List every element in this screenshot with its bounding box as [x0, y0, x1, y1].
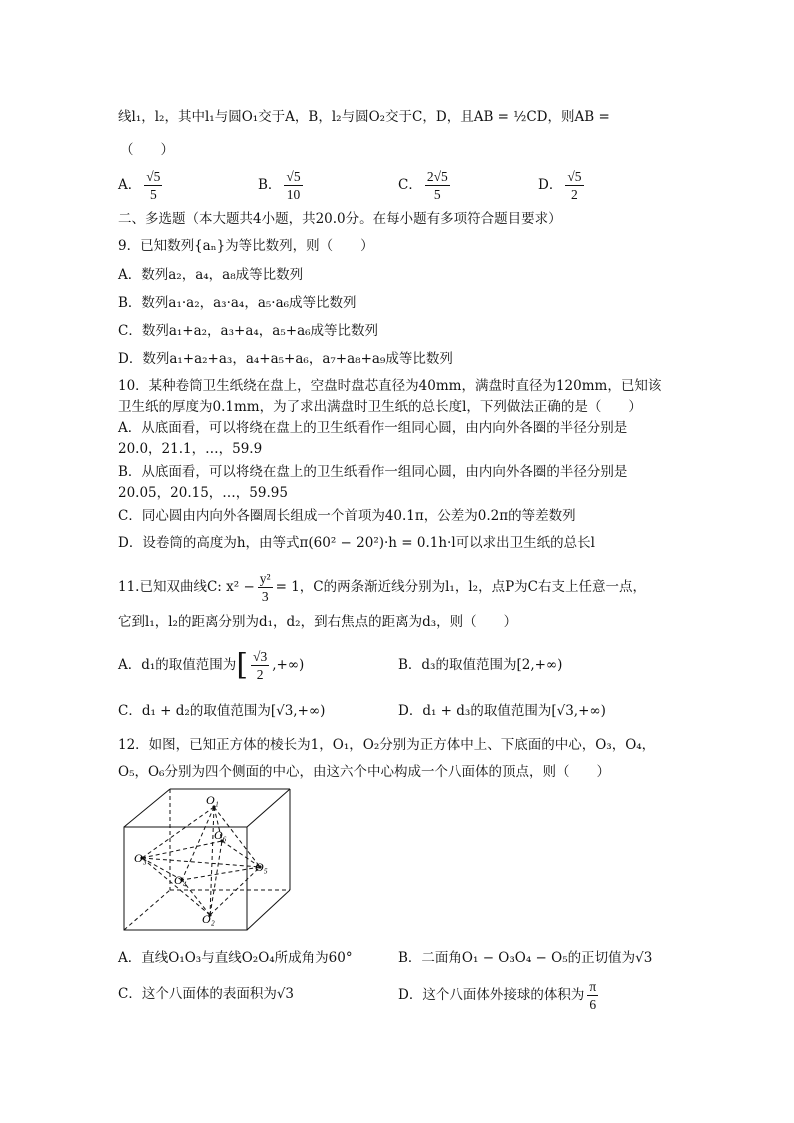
- fraction: $\frac{2√5}{5}$: [426, 169, 448, 202]
- fraction: $\frac{√5}{2}$: [567, 169, 582, 202]
- q10-option-b-line1[interactable]: B．从底面看，可以将绕在盘上的卫生纸看作一组同心圆，由内向外各圈的半径分别是: [118, 464, 628, 480]
- q10-option-a-line2: 20.0，21.1，…，59.9: [118, 441, 263, 457]
- q12-stem-line2: O₅，O₆分别为四个侧面的中心，由这六个中心构成一个八面体的顶点，则（ ）: [118, 764, 610, 780]
- section-heading-multiple-choice: 二、多选题（本大题共4小题，共20.0分。在每小题有多项符合题目要求）: [118, 211, 562, 227]
- q11-stem-line2: 它到l₁，l₂的距离分别为d₁，d₂，到右焦点的距离为d₃，则（ ）: [118, 614, 518, 630]
- q8-stem-line: 线l₁，l₂，其中l₁与圆O₁交于A，B，l₂与圆O₂交于C，D，且AB = ½CD，则AB =: [118, 109, 610, 125]
- cube-octahedron-figure: [118, 785, 303, 935]
- q10-option-b-line2: 20.05，20.15，…，59.95: [118, 485, 288, 501]
- fraction: $\frac{√5}{10}$: [286, 169, 301, 202]
- q12-option-d[interactable]: D．这个八面体外接球的体积为 $\frac{\pi}{6}$: [398, 979, 597, 1012]
- q12-option-a[interactable]: A．直线O₁O₃与直线O₂O₄所成角为60°: [118, 950, 353, 966]
- q11-option-b[interactable]: B．d₃的取值范围为[2,+∞): [398, 657, 563, 673]
- q9-stem: 9．已知数列{aₙ}为等比数列，则（ ）: [118, 238, 374, 254]
- q11-option-a[interactable]: A．d₁的取值范围为[ $\frac{√3}{2}$ ,+∞): [118, 647, 305, 683]
- q12-option-c[interactable]: C．这个八面体的表面积为√3: [118, 986, 295, 1002]
- q9-option-c[interactable]: C．数列a₁+a₂，a₃+a₄，a₅+a₆成等比数列: [118, 323, 379, 339]
- q8-option-d[interactable]: D． $\frac{√5}{2}$: [538, 169, 582, 202]
- q8-paren: （ ）: [120, 142, 174, 158]
- fraction: $\frac{\text{y²}}{3}$: [259, 571, 271, 604]
- q8-option-a[interactable]: A． $\frac{√5}{5}$: [118, 169, 161, 202]
- q12-stem-line1: 12．如图，已知正方体的棱长为1，O₁，O₂分别为正方体中上、下底面的中心，O₃，O₄，: [118, 737, 656, 753]
- q11-option-c[interactable]: C．d₁ + d₂的取值范围为[√3,+∞): [118, 703, 326, 719]
- fraction: $\frac{\pi}{6}$: [589, 979, 597, 1012]
- q8-option-b[interactable]: B． $\frac{√5}{10}$: [258, 169, 301, 202]
- q8-option-c[interactable]: C． $\frac{2√5}{5}$: [398, 169, 448, 202]
- q10-stem-line2: 卫生纸的厚度为0.1mm，为了求出满盘时卫生纸的总长度l，下列做法正确的是（ ）: [118, 399, 642, 415]
- label-o2: O₂: [202, 912, 215, 926]
- q11-option-d[interactable]: D．d₁ + d₃的取值范围为[√3,+∞): [398, 703, 606, 719]
- q10-stem-line1: 10．某种卷筒卫生纸绕在盘上，空盘时盘芯直径为40mm，满盘时直径为120mm，已知该: [118, 378, 662, 394]
- q11-stem-line1: 11.已知双曲线C: x² − $\frac{\text{y²}}{3}$ = 1，C的两条渐近线分别为l₁，l₂，点P为C右支上任意一点，: [118, 571, 646, 604]
- fraction: $\frac{√3}{2}$: [253, 649, 268, 682]
- fraction: $\frac{√5}{5}$: [146, 169, 161, 202]
- label-o5: O₅: [255, 860, 268, 874]
- label-o4: O₄: [174, 873, 187, 887]
- label-o3: O₃: [134, 851, 147, 865]
- octahedron-edges: [142, 807, 260, 915]
- label-o6: O₆: [214, 828, 227, 842]
- q9-option-b[interactable]: B．数列a₁·a₂，a₃·a₄，a₅·a₆成等比数列: [118, 295, 357, 311]
- q10-option-d[interactable]: D．设卷筒的高度为h，由等式π(60² − 20²)·h = 0.1h·l可以求出卫生纸的总长l: [118, 535, 595, 551]
- q10-option-c[interactable]: C．同心圆由内向外各圈周长组成一个首项为40.1π，公差为0.2π的等差数列: [118, 508, 576, 524]
- q9-option-d[interactable]: D．数列a₁+a₂+a₃，a₄+a₅+a₆，a₇+a₈+a₉成等比数列: [118, 351, 453, 367]
- q9-option-a[interactable]: A．数列a₂，a₄，a₈成等比数列: [118, 267, 304, 283]
- label-o1: O₁: [206, 793, 219, 807]
- q12-option-b[interactable]: B．二面角O₁ − O₃O₄ − O₅的正切值为√3: [398, 950, 653, 966]
- q10-option-a-line1[interactable]: A．从底面看，可以将绕在盘上的卫生纸看作一组同心圆，由内向外各圈的半径分别是: [118, 420, 628, 436]
